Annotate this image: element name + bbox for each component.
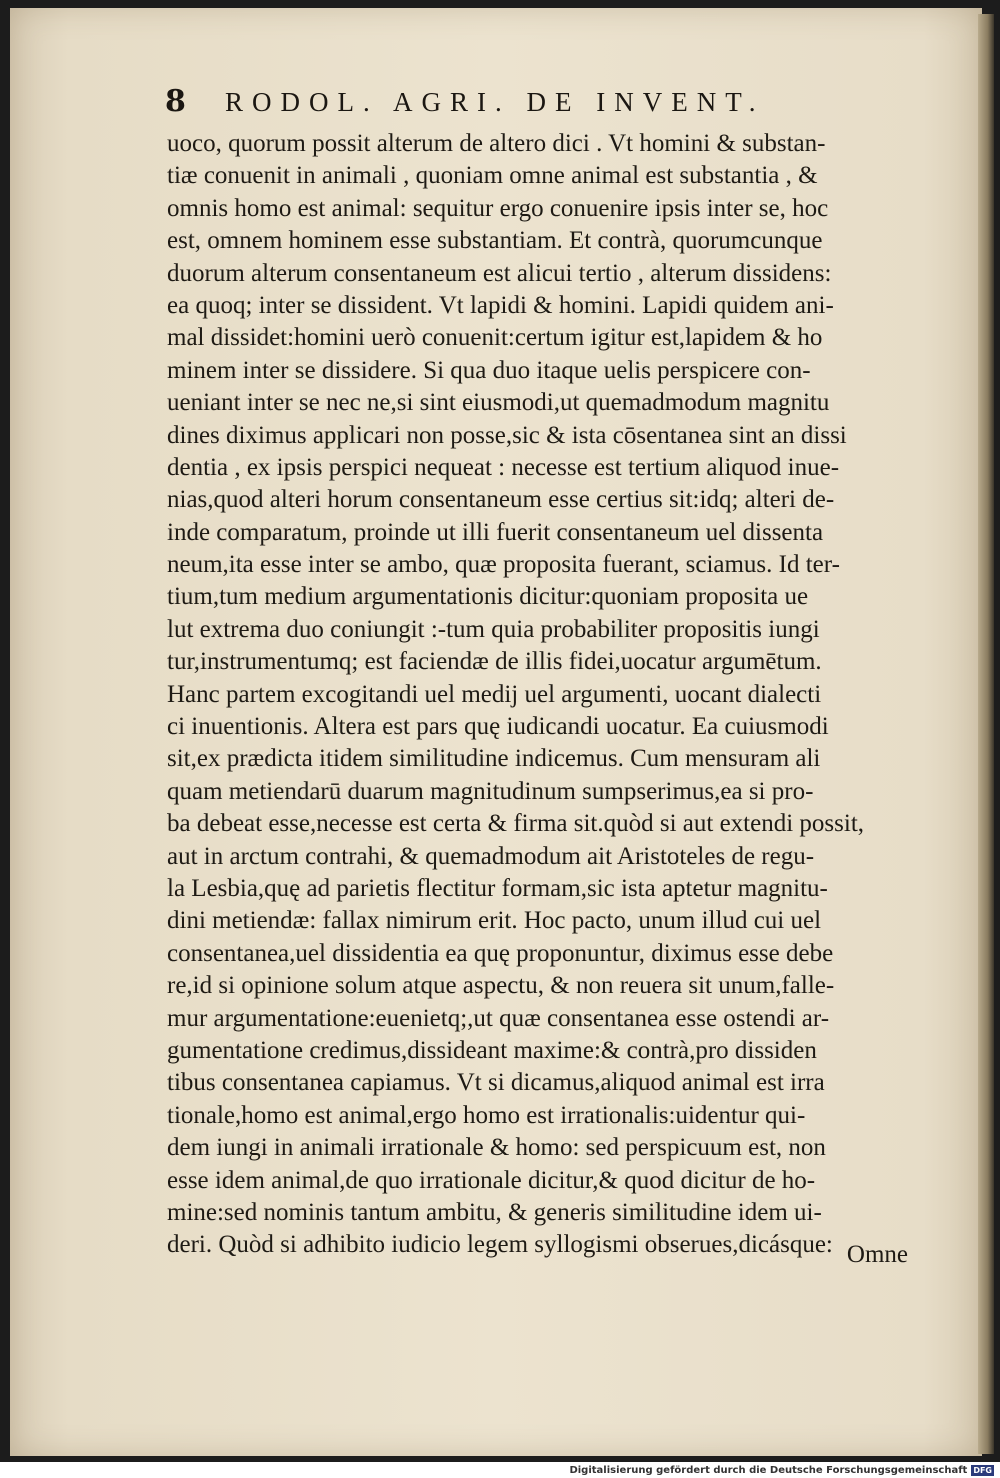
text-line: lut extrema duo coniungit :-tum quia probabiliter propositis iungi [167,615,820,643]
text-line: dem iungi in animali irrationale & homo: sed perspicuum est, non [167,1134,826,1162]
text-line: re,id si opinione solum atque aspectu, & non reuera sit unum,falle- [167,972,835,1000]
page-header [165,84,925,124]
text-line: dines diximus applicari non posse,sic & ista cōsentanea sint an dissi [167,421,847,449]
body-text [167,128,919,1262]
page-number: 8 [165,84,186,119]
text-line: omnis homo est animal: sequitur ergo conuenire ipsis inter se, hoc [167,194,829,222]
text-line: ci inuentionis. Altera est pars quę iudicandi uocatur. Ea cuiusmodi [167,713,829,741]
text-line: ea quoq; inter se dissident. Vt lapidi & homini. Lapidi quidem ani- [167,291,834,319]
text-line: esse idem animal,de quo irrationale dicitur,& quod dicitur de ho- [167,1166,816,1194]
text-line: mur argumentatione:euenietq;,ut quæ consentanea esse ostendi ar- [167,1004,830,1032]
text-line: tionale,homo est animal,ergo homo est irrationalis:uidentur qui- [167,1101,806,1129]
text-line: Hanc partem excogitandi uel medij uel argumenti, uocant dialecti [167,680,822,708]
text-line: ueniant inter se nec ne,si sint eiusmodi,ut quemadmodum magnitu [167,389,830,417]
catchword: Omne [846,1241,908,1268]
text-line: dini metiendæ: fallax nimirum erit. Hoc pacto, unum illud cui uel [167,907,822,935]
text-line: gumentatione credimus,dissideant maxime:& contrà,pro dissiden [167,1036,817,1064]
digitization-credit: Digitalisierung gefördert durch die Deutsche Forschungsgemeinschaft [569,1464,968,1476]
text-line: minem inter se dissidere. Si qua duo itaque uelis perspicere con- [167,356,811,384]
text-line: mine:sed nominis tantum ambitu, & generis similitudine idem ui- [167,1198,822,1226]
text-line: sit,ex prædicta itidem similitudine indicemus. Cum mensuram ali [167,745,821,773]
text-line: est, omnem hominem esse substantiam. Et contrà, quorumcunque [167,227,823,255]
footer-bar [0,1462,1000,1478]
text-line: uoco, quorum possit alterum de altero dici . Vt homini & substan- [167,130,826,157]
text-line: tium,tum medium argumentationis dicitur:quoniam proposita ue [167,583,809,611]
text-line: inde comparatum, proinde ut illi fuerit consentaneum uel dissenta [167,518,824,546]
page-edge [978,14,994,1454]
text-line: ba debeat esse,necesse est certa & firma sit.quòd si aut extendi possit, [167,810,865,838]
text-line: neum,ita esse inter se ambo, quæ proposita fuerant, sciamus. Id ter- [167,551,840,579]
text-line: dentia , ex ipsis perspici nequeat : necesse est tertium aliquod inue- [167,453,840,481]
text-line: deri. Quòd si adhibito iudicio legem syllogismi obserues,dicásque: [167,1231,833,1259]
running-head: RODOL. AGRI. DE INVENT. [225,87,765,117]
text-line: tiæ conuenit in animali , quoniam omne animal est substantia , & [167,162,818,190]
text-line: nias,quod alteri horum consentaneum esse certius sit:idq; alteri de- [167,486,835,514]
text-line: aut in arctum contrahi, & quemadmodum ait Aristoteles de regu- [167,842,815,870]
text-line: mal dissidet:homini uerò conuenit:certum igitur est,lapidem & ho [167,324,823,352]
text-line: tibus consentanea capiamus. Vt si dicamus,aliquod animal est irra [167,1069,825,1097]
text-line: tur,instrumentumq; est faciendæ de illis fidei,uocatur argumētum. [167,648,822,676]
dfg-logo: DFG [973,1465,992,1475]
text-line: duorum alterum consentaneum est alicui tertio , alterum dissidens: [167,259,832,287]
text-line: la Lesbia,quę ad parietis flectitur formam,sic ista aptetur magnitu- [167,874,828,902]
text-line: quam metiendarū duarum magnitudinum sumpserimus,ea si pro- [167,777,814,805]
text-line: consentanea,uel dissidentia ea quę proponuntur, diximus esse debe [167,939,834,967]
